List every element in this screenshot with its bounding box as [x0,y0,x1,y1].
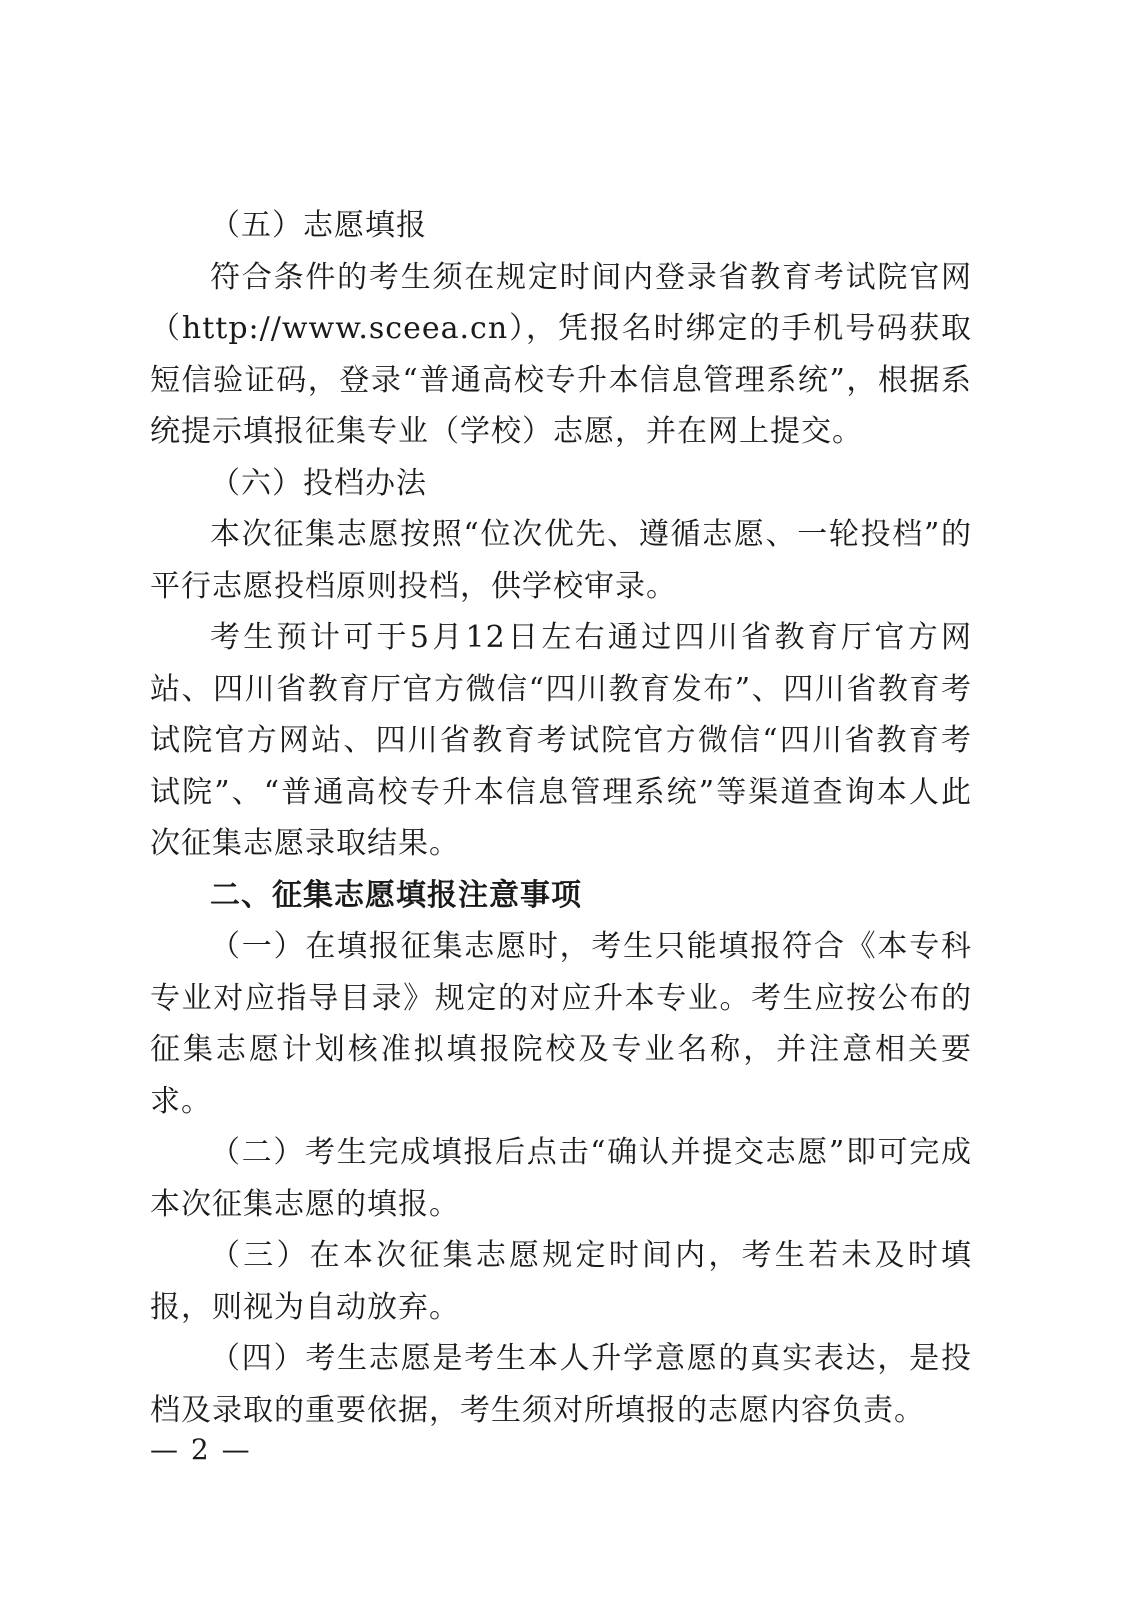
note-item-1: （一）在填报征集志愿时，考生只能填报符合《本专科专业对应指导目录》规定的对应升本专业。考生应按公布的征集志愿计划核准拟填报院校及专业名称，并注意相关要求。 [150,929,972,1119]
page-number: — 2 — [150,1433,252,1466]
document-body [150,200,972,1436]
paragraph-result-query: 考生预计可于5月12日左右通过四川省教育厅官方网站、四川省教育厅官方微信“四川教育发布”、四川省教育考试院官方网站、四川省教育考试院官方微信“四川省教育考试院”、“普通高校专升本信息管理系统”等渠道查询本人此次征集志愿录取结果。 [150,620,972,861]
subheading-submission-method: （六）投档办法 [210,465,427,501]
paragraph-filing-procedure: 符合条件的考生须在规定时间内登录省教育考试院官网（http://www.sceea.cn），凭报名时绑定的手机号码获取短信验证码，登录“普通高校专升本信息管理系统”，根据系统提示填报征集专业（学校）志愿，并在网上提交。 [150,259,972,449]
note-item-2: （二）考生完成填报后点击“确认并提交志愿”即可完成本次征集志愿的填报。 [150,1135,972,1222]
subheading-volunteer-filing: （五）志愿填报 [210,208,427,243]
paragraph-submission-principle: 本次征集志愿按照“位次优先、遵循志愿、一轮投档”的平行志愿投档原则投档，供学校审录。 [150,517,972,604]
note-item-3: （三）在本次征集志愿规定时间内，考生若未及时填报，则视为自动放弃。 [150,1238,972,1325]
note-item-4: （四）考生志愿是考生本人升学意愿的真实表达，是投档及录取的重要依据，考生须对所填报的志愿内容负责。 [150,1341,972,1428]
section-heading-notes: 二、征集志愿填报注意事项 [210,877,582,913]
